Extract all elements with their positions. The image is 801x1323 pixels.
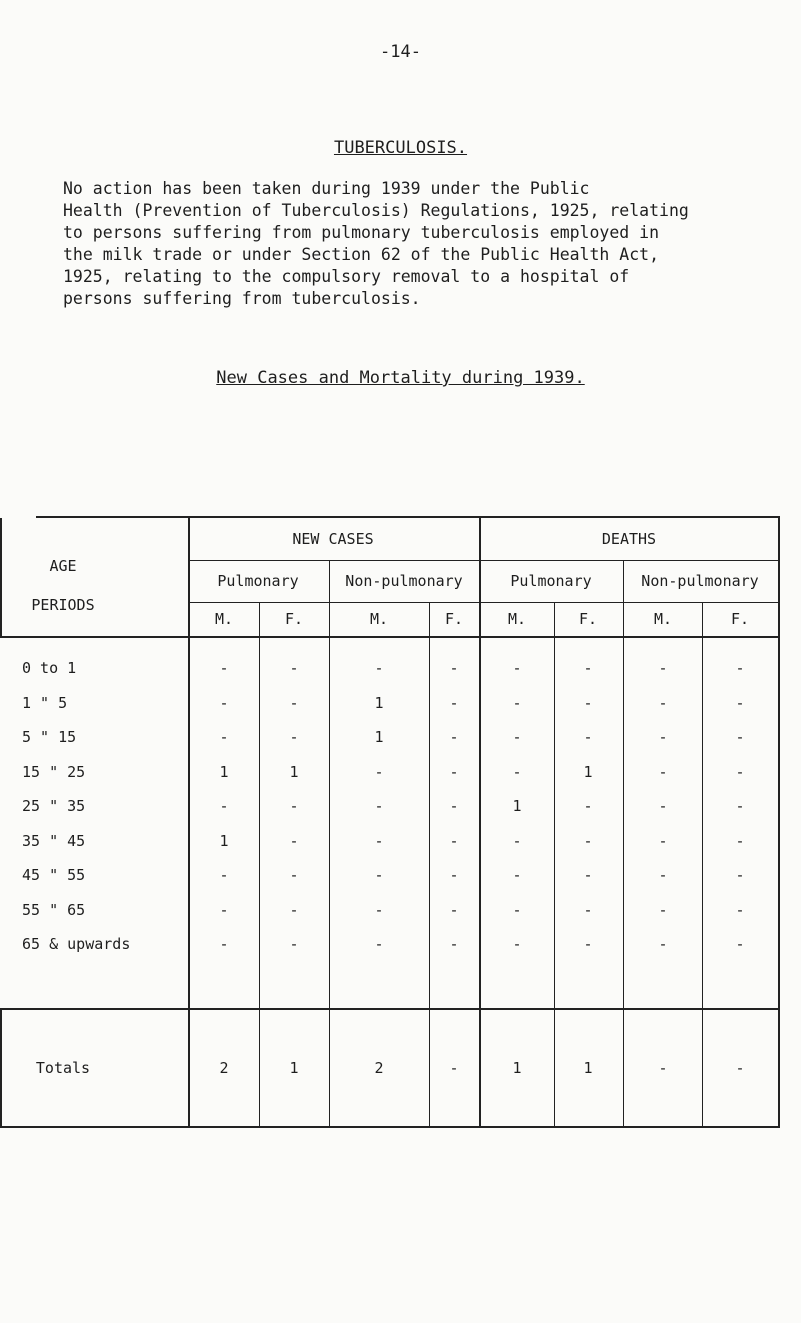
tuberculosis-table bbox=[22, 516, 780, 1128]
table-cell: - bbox=[658, 728, 668, 746]
table-cell: - bbox=[374, 797, 384, 815]
subheader-pulmonary: Pulmonary bbox=[217, 572, 299, 590]
table-cell: - bbox=[512, 659, 522, 677]
totals-label: Totals bbox=[35, 1059, 91, 1077]
table-cell: - bbox=[449, 831, 459, 850]
row-label: 65 & upwards bbox=[22, 935, 131, 953]
table-cell: - bbox=[658, 935, 668, 953]
group-header-new-cases: NEW CASES bbox=[292, 530, 374, 548]
paragraph-line: the milk trade or under Section 62 of the Public Health Act, bbox=[63, 245, 660, 264]
paragraph-line: to persons suffering from pulmonary tuberculosis employed in bbox=[63, 223, 660, 242]
totals-cell: 2 bbox=[219, 1059, 229, 1077]
table-cell: - bbox=[583, 659, 593, 677]
subheader-non-pulmonary: Non-pulmonary bbox=[345, 572, 463, 590]
page-title: TUBERCULOSIS. bbox=[333, 138, 468, 158]
row-label: 1 " 5 bbox=[22, 693, 68, 712]
table-cell: - bbox=[735, 831, 745, 850]
table-cell: - bbox=[512, 866, 522, 884]
divider bbox=[329, 560, 330, 1128]
table-cell: - bbox=[289, 693, 299, 712]
table-cell: - bbox=[735, 728, 745, 746]
table-cell: - bbox=[449, 935, 459, 953]
table-cell: - bbox=[374, 935, 384, 953]
totals-cell: - bbox=[449, 1059, 459, 1077]
table-cell: - bbox=[219, 935, 229, 953]
table-cell: - bbox=[449, 866, 459, 884]
table-title: New Cases and Mortality during 1939. bbox=[216, 368, 585, 388]
table-cell: - bbox=[735, 935, 745, 953]
totals-cell: 1 bbox=[512, 1059, 522, 1077]
divider bbox=[702, 602, 703, 1128]
table-cell: - bbox=[512, 935, 522, 953]
totals-cell: 2 bbox=[374, 1059, 384, 1077]
sex-header: M. bbox=[369, 610, 389, 628]
divider bbox=[188, 560, 778, 561]
table-cell: 1 bbox=[374, 728, 384, 746]
table-cell: - bbox=[219, 659, 229, 677]
table-cell: - bbox=[219, 693, 229, 712]
totals-cell: 1 bbox=[289, 1059, 299, 1077]
table-cell: - bbox=[449, 728, 459, 746]
table-cell: - bbox=[219, 728, 229, 746]
table-cell: - bbox=[583, 831, 593, 850]
row-label: 25 " 35 bbox=[22, 797, 86, 815]
row-label: 5 " 15 bbox=[22, 728, 77, 746]
table-cell: - bbox=[735, 900, 745, 919]
page-number: -14- bbox=[380, 42, 421, 62]
table-cell: - bbox=[219, 900, 229, 919]
table-cell: - bbox=[735, 797, 745, 815]
divider bbox=[0, 1008, 778, 1010]
table-cell: - bbox=[658, 693, 668, 712]
divider bbox=[0, 636, 778, 638]
table-cell: - bbox=[449, 900, 459, 919]
table-cell: 1 bbox=[289, 762, 299, 781]
divider bbox=[0, 518, 2, 638]
sex-header: F. bbox=[444, 610, 464, 628]
divider bbox=[623, 560, 624, 1128]
table-cell: - bbox=[583, 728, 593, 746]
table-cell: 1 bbox=[219, 831, 229, 850]
table-cell: - bbox=[735, 866, 745, 884]
table-cell: - bbox=[658, 659, 668, 677]
sex-header: M. bbox=[214, 610, 234, 628]
paragraph-line: 1925, relating to the compulsory removal to a hospital of bbox=[63, 267, 630, 286]
table-cell: - bbox=[735, 762, 745, 781]
table-cell: - bbox=[449, 659, 459, 677]
divider bbox=[259, 602, 260, 1128]
table-cell: - bbox=[583, 797, 593, 815]
table-cell: - bbox=[289, 866, 299, 884]
divider bbox=[479, 518, 481, 1128]
table-cell: - bbox=[735, 659, 745, 677]
table-cell: 1 bbox=[512, 797, 522, 815]
row-label: 55 " 65 bbox=[22, 900, 86, 919]
table-cell: - bbox=[374, 866, 384, 884]
table-cell: - bbox=[449, 797, 459, 815]
row-label: 45 " 55 bbox=[22, 866, 86, 884]
sex-header: M. bbox=[653, 610, 673, 628]
table-cell: - bbox=[583, 900, 593, 919]
subheader-pulmonary: Pulmonary bbox=[510, 572, 592, 590]
row-label: 15 " 25 bbox=[22, 762, 86, 781]
table-cell: - bbox=[289, 659, 299, 677]
totals-cell: - bbox=[735, 1059, 745, 1077]
divider bbox=[0, 1008, 2, 1128]
totals-cell: 1 bbox=[583, 1059, 593, 1077]
table-cell: - bbox=[219, 866, 229, 884]
sex-header: F. bbox=[730, 610, 750, 628]
table-cell: - bbox=[449, 762, 459, 781]
table-cell: - bbox=[735, 693, 745, 712]
table-cell: - bbox=[289, 935, 299, 953]
table-cell: - bbox=[289, 728, 299, 746]
table-cell: - bbox=[583, 935, 593, 953]
sex-header: M. bbox=[507, 610, 527, 628]
divider bbox=[188, 518, 190, 1128]
paragraph-line: No action has been taken during 1939 under the Public bbox=[63, 179, 590, 198]
intro-paragraph bbox=[63, 178, 763, 310]
table-cell: - bbox=[512, 831, 522, 850]
table-cell: - bbox=[512, 693, 522, 712]
divider bbox=[188, 602, 778, 603]
table-cell: - bbox=[374, 831, 384, 850]
periods-header: PERIODS bbox=[31, 596, 95, 614]
table-cell: - bbox=[658, 831, 668, 850]
table-cell: - bbox=[289, 797, 299, 815]
table-cell: - bbox=[512, 728, 522, 746]
table-cell: - bbox=[289, 831, 299, 850]
table-cell: - bbox=[374, 659, 384, 677]
table-cell: - bbox=[658, 762, 668, 781]
table-cell: 1 bbox=[374, 693, 384, 712]
row-label: 0 to 1 bbox=[22, 659, 77, 677]
table-cell: - bbox=[289, 900, 299, 919]
sex-header: F. bbox=[578, 610, 598, 628]
table-cell: - bbox=[658, 900, 668, 919]
table-cell: - bbox=[512, 900, 522, 919]
paragraph-line: persons suffering from tuberculosis. bbox=[63, 289, 421, 308]
table-cell: 1 bbox=[583, 762, 593, 781]
table-cell: - bbox=[583, 693, 593, 712]
table-cell: - bbox=[658, 797, 668, 815]
table-cell: 1 bbox=[219, 762, 229, 781]
group-header-deaths: DEATHS bbox=[601, 530, 657, 548]
age-header: AGE bbox=[49, 557, 77, 575]
table-cell: - bbox=[512, 762, 522, 781]
table-cell: - bbox=[219, 797, 229, 815]
table-cell: - bbox=[374, 762, 384, 781]
table-cell: - bbox=[658, 866, 668, 884]
divider bbox=[554, 602, 555, 1128]
table-cell: - bbox=[449, 693, 459, 712]
row-label: 35 " 45 bbox=[22, 831, 86, 850]
divider bbox=[0, 1126, 778, 1128]
sex-header: F. bbox=[284, 610, 304, 628]
paragraph-line: Health (Prevention of Tuberculosis) Regulations, 1925, relating bbox=[63, 201, 689, 220]
table-cell: - bbox=[583, 866, 593, 884]
totals-cell: - bbox=[658, 1059, 668, 1077]
divider bbox=[429, 602, 430, 1128]
subheader-non-pulmonary: Non-pulmonary bbox=[641, 572, 759, 590]
table-cell: - bbox=[374, 900, 384, 919]
